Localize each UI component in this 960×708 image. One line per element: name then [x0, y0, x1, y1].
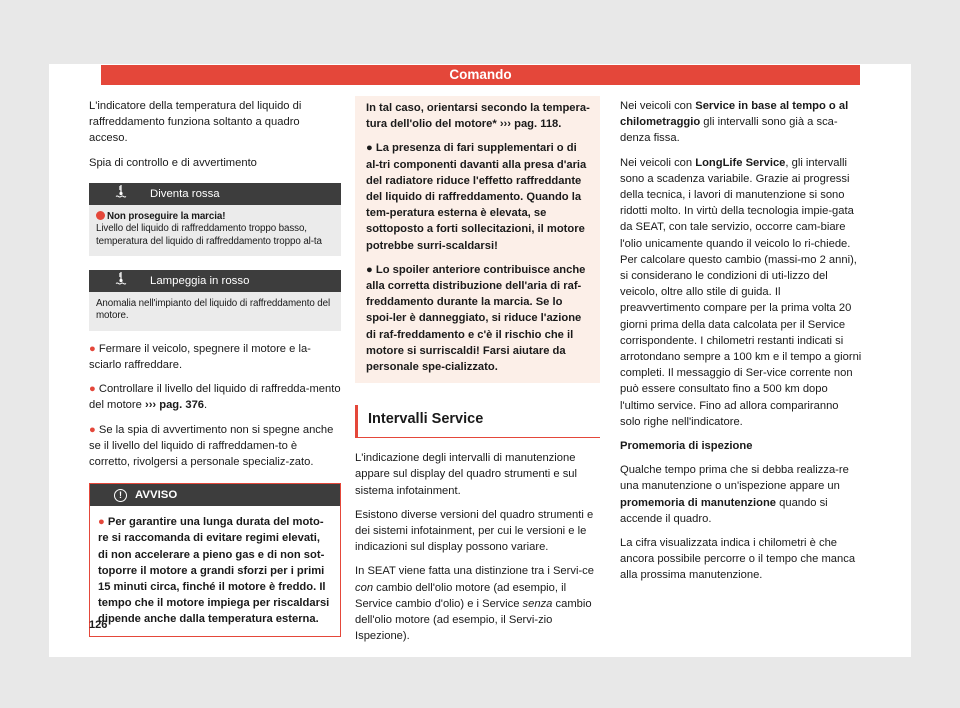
reminder-paragraph: La cifra visualizzata indica i chilometri è che ancora possibile percorre o il tempo che manca alla prossima manutenzione. — [620, 537, 856, 582]
bullet-marker: ● — [366, 142, 373, 155]
avviso-header — [90, 484, 340, 506]
reminder-subheading: Promemoria di ispezione — [620, 440, 753, 453]
bullet-text: Fermare il veicolo, spegnere il motore e la-sciarlo raffreddare. — [89, 342, 311, 372]
warning-red-text: Livello del liquido di raffreddamento troppo basso, temperatura del liquido di raffreddamento troppo al-ta — [96, 223, 322, 247]
info-icon: ! — [114, 489, 127, 502]
bullet-text: Controllare il livello del liquido di raffredda-mento del motore — [89, 383, 341, 412]
stop-icon — [96, 211, 105, 220]
reminder-paragraph: Qualche tempo prima che si debba realizza-re una manutenzione o un'ispezione appare un promemoria di manutenzione quando si accende il quadro. — [620, 464, 849, 525]
section-header-bar: Comando — [101, 65, 860, 85]
lamp-heading: Spia di controllo e di avvertimento — [89, 156, 257, 169]
bullet-marker: ● — [366, 263, 373, 276]
intro-paragraph: L'indicatore della temperatura del liquido di raffreddamento funziona soltanto a quadro acceso. — [89, 100, 302, 145]
bullet-item: ● Controllare il livello del liquido di raffredda-mento del motore ››› pag. 376. — [89, 383, 341, 412]
bullet-item — [89, 341, 341, 373]
avviso-text: Per garantire una lunga durata del moto-re si raccomanda di evitare regimi elevati, di non accelerare a pieno gas e di non sot-toporre il motore a grandi sforzi per i primi 15 minuti circa, finché il motore è freddo. Il tempo che il motore impiega per riscaldarsi dipende anche dalla temperatura esterna. — [98, 516, 330, 626]
page-reference-link[interactable]: ››› pag. 376 — [144, 399, 205, 412]
bullet-text: Se la spia di avvertimento non si spegne anche se il livello del liquido di raffreddamen-to è corretto, rivolgersi a personale specializ-zato. — [89, 423, 334, 469]
page-number: 126 — [89, 619, 108, 631]
page-reference-link[interactable]: ››› pag. 118 — [499, 118, 559, 131]
warning-blink-header — [89, 270, 341, 292]
warning-blink-text: Anomalia nell'impianto del liquido di raffreddamento del motore. — [96, 298, 331, 322]
warning-red-header — [89, 183, 341, 205]
bullet-marker: ● — [89, 383, 96, 396]
notice-box — [355, 96, 600, 383]
avviso-box — [89, 483, 341, 636]
notice-bullet: ● La presenza di fari supplementari o di al-tri componenti davanti alla presa d'aria del radiatore riduce l'effetto raffreddante del liquido di raffreddamento. Quando la tem-peratura esterna è elevata, se sottoposto a forti sollecitazioni, il motore potrebbe surri-scaldarsi! — [366, 142, 587, 252]
notice-bullet: ● Lo spoiler anteriore contribuisce anche alla corretta distribuzione dell'aria di raf-freddamento durante la marcia. Se lo spoi-ler è danneggiato, si riduce l'azione di raf-freddamento e c'è il rischio che il motore si surriscaldi! Farsi aiutare da personale spe-cializzato. — [366, 263, 586, 374]
column-right — [620, 98, 862, 592]
warning-blink-title: Lampeggia in rosso — [150, 274, 250, 287]
stop-label: Non proseguire la marcia! — [107, 210, 226, 222]
bullet-item — [89, 422, 341, 471]
notice-intro: In tal caso, orientarsi secondo la tempera-tura dell'olio del motore* ››› pag. 118. — [366, 102, 590, 131]
service-paragraph: Esistono diverse versioni del quadro strumenti e dei sistemi infotainment, per cui le versioni e le indicazioni sul display possono variare. — [355, 508, 594, 554]
service-type-paragraph: Nei veicoli con Service in base al tempo o al chilometraggio gli intervalli sono già a sca-denza fissa. — [620, 100, 849, 145]
service-paragraph: In SEAT viene fatta una distinzione tra i Servi-ce con cambio dell'olio motore (ad esempio, il Service cambio d'olio) e i Service senza cambio dell'olio motore (ad esempio, il Servi-zio Ispezione). — [355, 565, 594, 643]
avviso-title: AVVISO — [135, 489, 178, 502]
column-left — [89, 98, 341, 637]
coolant-temperature-icon — [106, 271, 136, 290]
coolant-temperature-icon — [106, 184, 136, 203]
section-title: Intervalli Service — [355, 405, 600, 438]
bullet-marker: ● — [89, 423, 96, 436]
column-middle — [355, 98, 600, 652]
service-paragraph: L'indicazione degli intervalli di manutenzione appare sul display del quadro strumenti e sul sistema infotainment. — [355, 452, 578, 497]
avviso-body — [90, 506, 340, 635]
bullet-marker: ● — [89, 342, 96, 355]
warning-red-title: Diventa rossa — [150, 187, 220, 200]
warning-blink-body — [89, 292, 341, 331]
warning-red-body — [89, 205, 341, 256]
bullet-marker: ● — [98, 516, 105, 529]
longlife-paragraph: Nei veicoli con LongLife Service, gli intervalli sono a scadenza variabile. Grazie ai progressi della tecnica, i lavori di manutenzione si sono ridotti molto. In virtù della tecnologia impie-gata da SEAT, con tale servizio, occorre cam-biare l'olio unicamente quando il veicolo lo ri-chiede. Per calcolare questo cambio (massi-mo 2 anni), si considerano le condizioni di uti-lizzo del veicolo, oltre allo stile di guida. Il preavvertimento compare per la prima volta 20 giorni prima della data calcolata per il Service corrispondente. I chilometri restanti indicati si arrotondano sempre a 100 km e il tempo a giorni completi. Il messaggio di Ser-vice corrente non può essere consultato fino a 500 km dopo l'ultimo service. Fino ad allora compariranno solo righe nell'indicatore. — [620, 156, 862, 428]
